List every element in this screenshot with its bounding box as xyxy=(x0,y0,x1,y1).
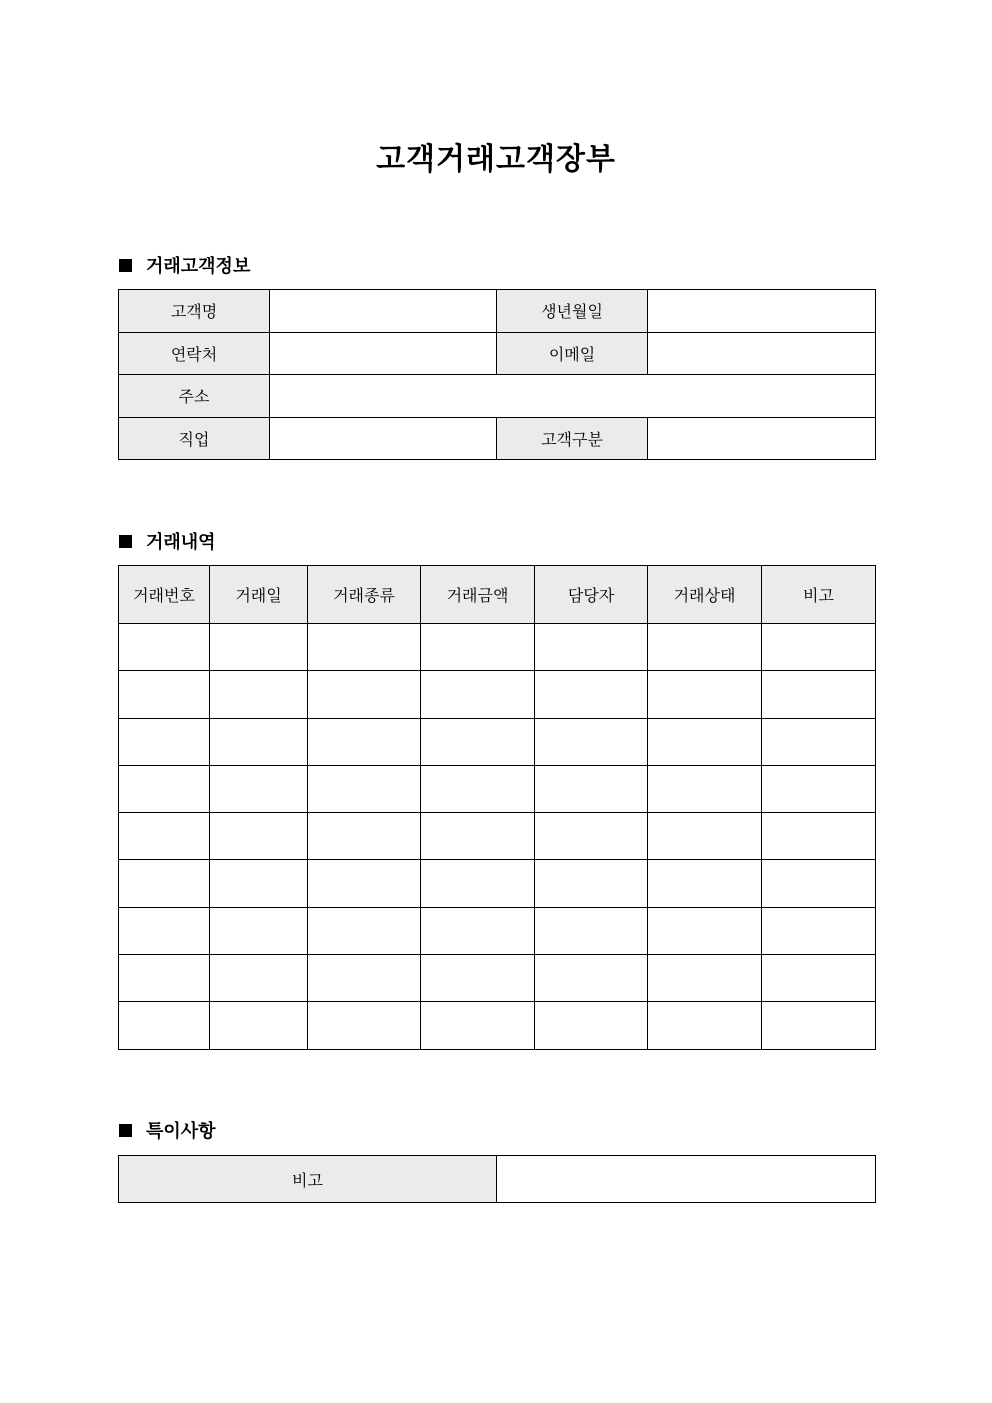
column-header-remarks: 비고 xyxy=(762,566,876,624)
table-row xyxy=(119,375,876,418)
table-cell[interactable] xyxy=(762,718,876,765)
remarks-field[interactable] xyxy=(497,1156,876,1203)
table-cell[interactable] xyxy=(308,907,421,954)
column-header-tx-number: 거래번호 xyxy=(119,566,210,624)
table-row xyxy=(119,1156,876,1203)
table-cell[interactable] xyxy=(308,1002,421,1049)
section-heading-text: 거래고객정보 xyxy=(146,256,251,277)
table-cell[interactable] xyxy=(119,1002,210,1049)
table-cell[interactable] xyxy=(535,860,648,907)
table-header-row xyxy=(119,566,876,624)
section-heading-customer-info xyxy=(119,253,250,277)
table-row xyxy=(119,860,876,907)
table-cell[interactable] xyxy=(308,718,421,765)
table-cell[interactable] xyxy=(762,1002,876,1049)
table-cell[interactable] xyxy=(762,907,876,954)
page-title: 고객거래고객장부 xyxy=(376,142,616,177)
column-header-tx-date: 거래일 xyxy=(210,566,308,624)
table-cell[interactable] xyxy=(210,671,308,718)
table-cell[interactable] xyxy=(648,813,762,860)
transactions-table xyxy=(118,565,876,1050)
section-heading-transactions xyxy=(119,529,216,553)
table-cell[interactable] xyxy=(762,624,876,671)
contact-label: 연락처 xyxy=(119,332,270,375)
table-row xyxy=(119,671,876,718)
table-cell[interactable] xyxy=(648,1002,762,1049)
table-cell[interactable] xyxy=(210,624,308,671)
table-cell[interactable] xyxy=(210,955,308,1002)
table-row xyxy=(119,907,876,954)
table-cell[interactable] xyxy=(308,765,421,812)
email-field[interactable] xyxy=(648,332,876,375)
table-cell[interactable] xyxy=(535,1002,648,1049)
table-row xyxy=(119,624,876,671)
table-cell[interactable] xyxy=(421,955,535,1002)
table-cell[interactable] xyxy=(762,765,876,812)
table-cell[interactable] xyxy=(119,624,210,671)
category-field[interactable] xyxy=(648,417,876,460)
table-cell[interactable] xyxy=(308,813,421,860)
table-cell[interactable] xyxy=(210,907,308,954)
square-bullet-icon xyxy=(119,535,132,548)
table-cell[interactable] xyxy=(119,765,210,812)
table-cell[interactable] xyxy=(762,955,876,1002)
table-cell[interactable] xyxy=(535,671,648,718)
table-cell[interactable] xyxy=(421,671,535,718)
table-cell[interactable] xyxy=(648,718,762,765)
table-row xyxy=(119,955,876,1002)
table-row xyxy=(119,765,876,812)
contact-field[interactable] xyxy=(270,332,497,375)
table-cell[interactable] xyxy=(535,718,648,765)
category-label: 고객구분 xyxy=(497,417,648,460)
table-cell[interactable] xyxy=(762,671,876,718)
table-cell[interactable] xyxy=(421,718,535,765)
table-cell[interactable] xyxy=(210,718,308,765)
table-cell[interactable] xyxy=(119,860,210,907)
table-cell[interactable] xyxy=(648,955,762,1002)
table-cell[interactable] xyxy=(421,1002,535,1049)
table-row xyxy=(119,417,876,460)
table-cell[interactable] xyxy=(308,624,421,671)
table-cell[interactable] xyxy=(421,813,535,860)
column-header-tx-status: 거래상태 xyxy=(648,566,762,624)
name-label: 고객명 xyxy=(119,290,270,333)
table-cell[interactable] xyxy=(762,860,876,907)
table-row xyxy=(119,813,876,860)
job-field[interactable] xyxy=(270,417,497,460)
square-bullet-icon xyxy=(119,259,132,272)
table-cell[interactable] xyxy=(535,765,648,812)
table-cell[interactable] xyxy=(648,860,762,907)
table-cell[interactable] xyxy=(648,765,762,812)
table-cell[interactable] xyxy=(308,955,421,1002)
table-cell[interactable] xyxy=(119,907,210,954)
birthdate-label: 생년월일 xyxy=(497,290,648,333)
transactions-body xyxy=(119,624,876,1050)
table-cell[interactable] xyxy=(308,860,421,907)
table-cell[interactable] xyxy=(421,907,535,954)
table-cell[interactable] xyxy=(648,907,762,954)
table-cell[interactable] xyxy=(535,907,648,954)
table-cell[interactable] xyxy=(119,955,210,1002)
table-cell[interactable] xyxy=(119,671,210,718)
email-label: 이메일 xyxy=(497,332,648,375)
table-cell[interactable] xyxy=(648,671,762,718)
table-cell[interactable] xyxy=(119,718,210,765)
table-cell[interactable] xyxy=(421,624,535,671)
column-header-tx-type: 거래종류 xyxy=(308,566,421,624)
table-row xyxy=(119,290,876,333)
table-cell[interactable] xyxy=(535,624,648,671)
table-cell[interactable] xyxy=(210,860,308,907)
customer-info-table xyxy=(118,289,876,460)
table-cell[interactable] xyxy=(421,765,535,812)
job-label: 직업 xyxy=(119,417,270,460)
name-field[interactable] xyxy=(270,290,497,333)
column-header-tx-amount: 거래금액 xyxy=(421,566,535,624)
table-cell[interactable] xyxy=(119,813,210,860)
table-cell[interactable] xyxy=(535,955,648,1002)
table-cell[interactable] xyxy=(210,765,308,812)
section-heading-text: 특이사항 xyxy=(146,1121,216,1142)
table-cell[interactable] xyxy=(210,813,308,860)
section-heading-text: 거래내역 xyxy=(146,532,216,553)
table-cell[interactable] xyxy=(535,813,648,860)
birthdate-field[interactable] xyxy=(648,290,876,333)
table-cell[interactable] xyxy=(210,1002,308,1049)
table-cell[interactable] xyxy=(308,671,421,718)
table-row xyxy=(119,718,876,765)
square-bullet-icon xyxy=(119,1124,132,1137)
notes-table xyxy=(118,1155,876,1203)
table-row xyxy=(119,332,876,375)
section-heading-notes xyxy=(119,1118,216,1142)
column-header-manager: 담당자 xyxy=(535,566,648,624)
address-label: 주소 xyxy=(119,375,270,418)
table-cell[interactable] xyxy=(648,624,762,671)
remarks-label: 비고 xyxy=(119,1156,497,1203)
table-row xyxy=(119,1002,876,1049)
table-cell[interactable] xyxy=(421,860,535,907)
address-field[interactable] xyxy=(270,375,876,418)
table-cell[interactable] xyxy=(762,813,876,860)
